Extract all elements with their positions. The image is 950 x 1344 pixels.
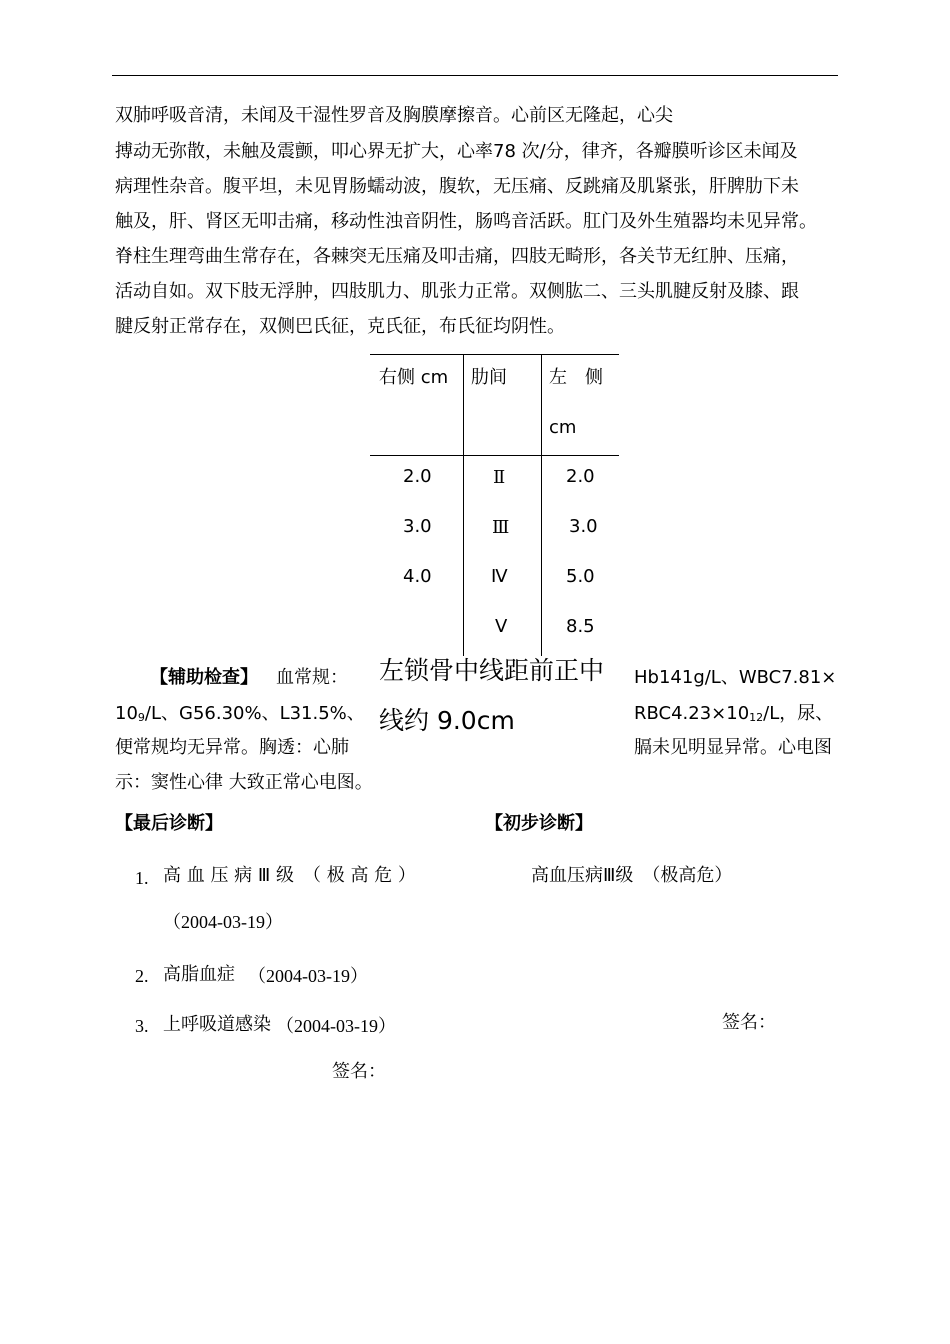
heart-border-table [370, 354, 619, 656]
diagnosis-number: 3. [135, 1016, 149, 1036]
aux-exam-right-line-1: Hb141g/L、WBC7.81× [634, 667, 837, 688]
midclavicular-note-line-1: 左锁骨中线距前正中 [379, 656, 605, 685]
table-header-border [370, 455, 619, 456]
diagnosis-date: （2004-03-19） [163, 912, 283, 932]
final-diagnosis-heading: 【最后诊断】 [115, 813, 223, 834]
final-diagnosis-signature: 签名： [332, 1061, 386, 1082]
exam-line-4: 触及，肝、肾区无叩击痛，移动性浊音阴性，肠鸣音活跃。肛门及外生殖器均未见异常。 [115, 211, 817, 232]
midclavicular-note-line-2: 线约 9.0cm [379, 706, 515, 735]
table-cell: Ⅳ [491, 566, 508, 587]
exam-line-1: 双肺呼吸音清，未闻及干湿性罗音及胸膜摩擦音。心前区无隆起，心尖 [115, 105, 673, 126]
table-cell: 8.5 [566, 616, 595, 637]
table-divider-1 [463, 354, 464, 656]
diagnosis-text: 高 血 压 病 Ⅲ 级 （ 极 高 危 ） [163, 865, 416, 886]
table-cell: Ⅱ [493, 467, 506, 487]
table-cell: 3.0 [403, 516, 432, 537]
table-cell: 2.0 [403, 466, 432, 487]
exam-line-6: 活动自如。双下肢无浮肿，四肢肌力、肌张力正常。双侧肱二、三头肌腱反射及膝、跟 [115, 281, 799, 302]
aux-exam-label: 血常规： [276, 667, 348, 688]
header-left-unit: cm [549, 417, 577, 438]
header-intercostal: 肋间 [471, 367, 507, 388]
table-cell: 3.0 [569, 516, 598, 537]
exam-line-3: 病理性杂音。腹平坦，未见胃肠蠕动波，腹软，无压痛、反跳痛及肌紧张，肝脾肋下未 [115, 176, 799, 197]
header-right-side: 右侧 cm [379, 367, 449, 388]
table-cell: Ⅲ [492, 517, 510, 537]
exam-line-2: 搏动无弥散，未触及震颤，叩心界无扩大，心率78 次/分，律齐，各瓣膜听诊区未闻及 [115, 141, 798, 162]
diagnosis-number: 1. [135, 868, 149, 888]
table-cell: Ⅴ [495, 616, 508, 637]
header-left-side: 左 侧 [549, 367, 603, 388]
table-top-border [370, 354, 619, 355]
aux-exam-line-3-right: 膈未见明显异常。心电图 [634, 737, 832, 758]
initial-diagnosis-signature: 签名： [722, 1012, 776, 1033]
initial-diagnosis-text: 高血压病Ⅲ级 （极高危） [531, 865, 733, 886]
aux-exam-heading: 【辅助检查】 [150, 667, 258, 688]
table-cell: 5.0 [566, 566, 595, 587]
header-rule [112, 75, 838, 76]
diagnosis-date: （2004-03-19） [276, 1016, 396, 1036]
table-cell: 2.0 [566, 466, 595, 487]
aux-exam-line-2-right: $RBC4.23\times 10_{12}/L$，尿、 [634, 703, 834, 724]
diagnosis-text: 高脂血症 [163, 964, 235, 985]
table-divider-2 [541, 354, 542, 656]
table-cell: 4.0 [403, 566, 432, 587]
aux-exam-line-3-left: 便常规均无异常。胸透：心肺 [115, 737, 349, 758]
aux-exam-line-2-left: $10_9/L$、G56.30%、L31.5%、 [115, 703, 365, 724]
exam-line-7: 腱反射正常存在，双侧巴氏征，克氏征，布氏征均阴性。 [115, 316, 565, 337]
aux-exam-line-4: 示：窦性心律 大致正常心电图。 [115, 772, 373, 793]
diagnosis-text: 上呼吸道感染 [163, 1014, 271, 1035]
exam-line-5: 脊柱生理弯曲生常存在，各棘突无压痛及叩击痛，四肢无畸形，各关节无红肿、压痛， [115, 246, 799, 267]
diagnosis-date: （2004-03-19） [248, 966, 368, 986]
initial-diagnosis-heading: 【初步诊断】 [485, 813, 593, 834]
diagnosis-number: 2. [135, 966, 149, 986]
